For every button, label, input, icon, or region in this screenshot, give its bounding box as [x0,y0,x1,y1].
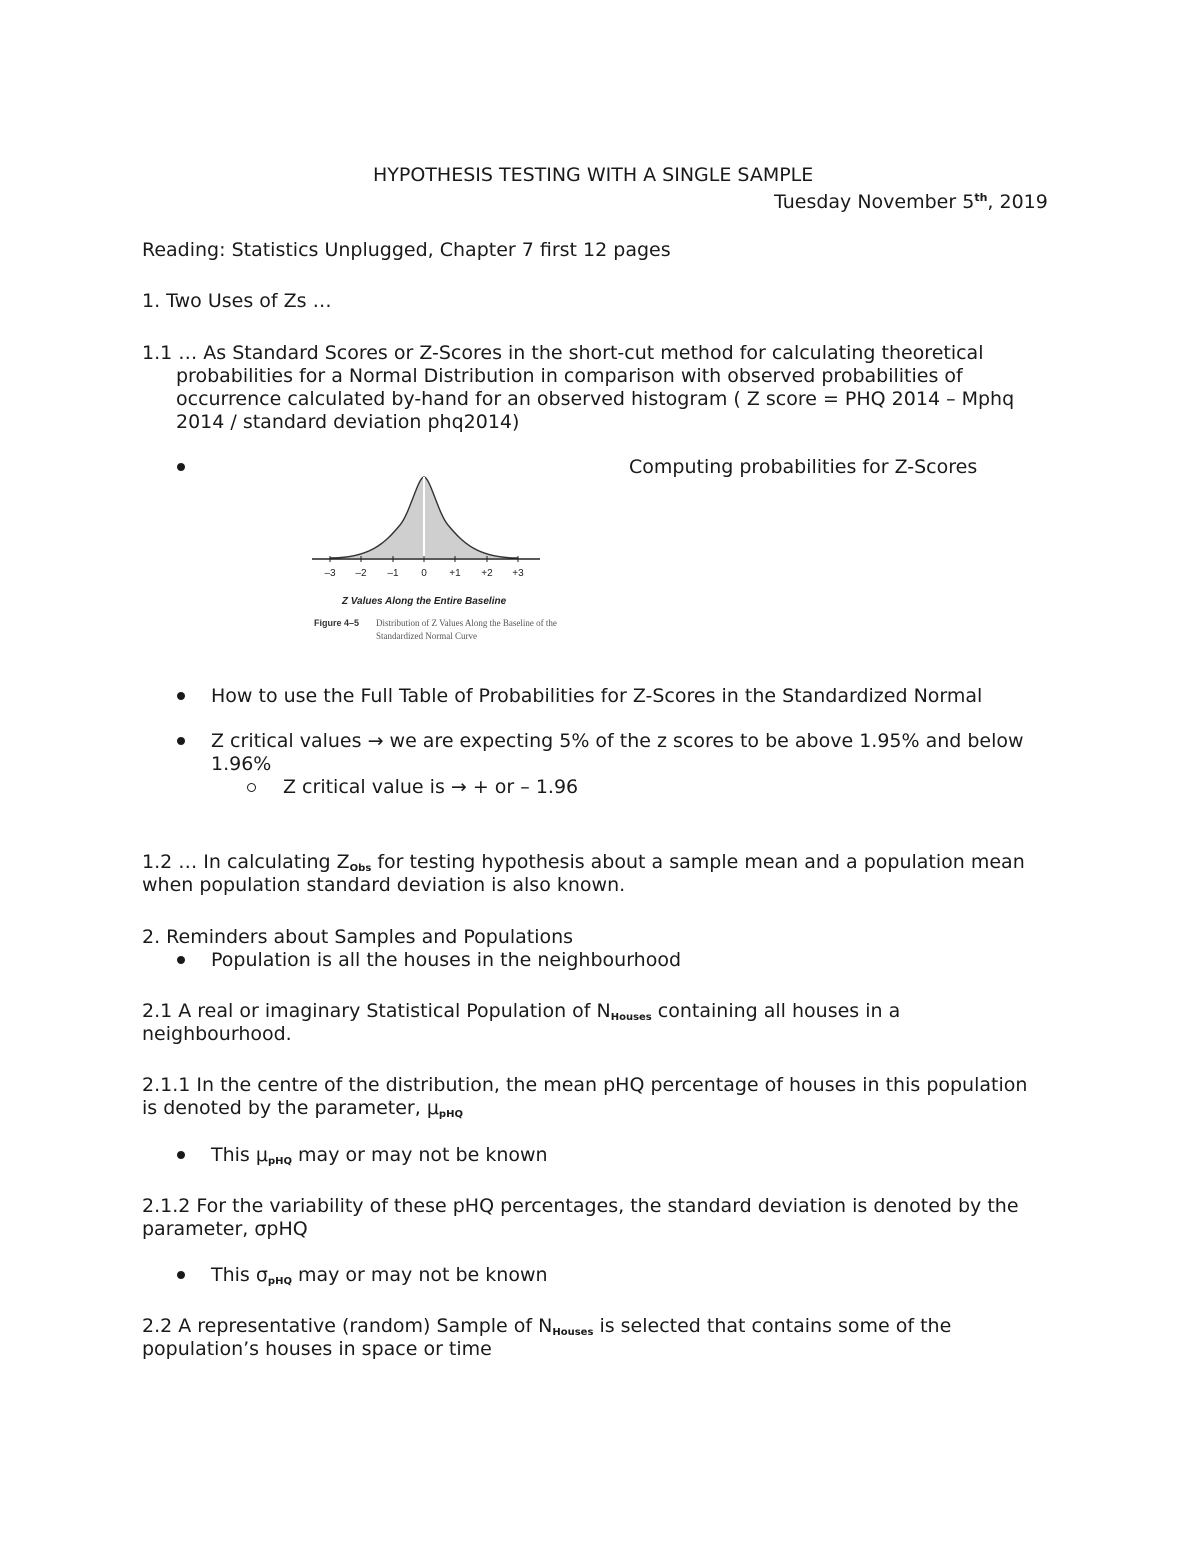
date-sup: th [974,191,988,204]
bullet-sigma-text-b: may or may not be known [291,1264,548,1286]
tick-label: –2 [355,568,367,579]
bullet-sigma [211,1264,548,1293]
bullet-dot [177,1151,185,1159]
section-2-1-2-line-1: 2.1.2 For the variability of these pHQ percentages, the standard deviation is denoted by the [142,1195,1019,1217]
section-1-2-line-2: when population standard deviation is also known. [142,874,626,896]
section-2-1-1-line-1: 2.1.1 In the centre of the distribution, the mean pHQ percentage of houses in this population [142,1074,1028,1096]
section-2-1-2-line-2: parameter, σpHQ [142,1218,308,1240]
section-2-2-text-a: 2.2 A representative (random) Sample of N [142,1315,553,1337]
section-2-1-1-text-a: is denoted by the parameter, μ [142,1097,439,1119]
reading-line: Reading: Statistics Unplugged, Chapter 7 first 12 pages [142,239,671,261]
section-2-heading: 2. Reminders about Samples and Populations [142,926,574,948]
section-1-1-line-3: occurrence calculated by-hand for an observed histogram ( Z score = PHQ 2014 – Mphq [176,388,1015,410]
section-2-1-text-b: containing all houses in a [651,1000,901,1022]
bullet-dot [177,1271,185,1279]
tick-label: +3 [512,568,524,579]
bullet-dot [177,737,185,745]
bullet-z-critical-line-1: Z critical values → we are expecting 5% of the z scores to be above 1.95% and below [211,730,1024,752]
bullet-sigma-text-a: This σ [211,1264,268,1286]
bullet-z-critical-line-2: 1.96% [211,753,272,775]
caption-line-1: Distribution of Z Values Along the Baseline of the [376,618,557,628]
section-1-2-text-a: 1.2 … In calculating Z [142,851,350,873]
z-obs-subscript: Obs [349,863,372,874]
sigma-subscript: pHQ [267,1276,292,1287]
date-year: , 2019 [987,191,1048,213]
section-1-1-line-2: probabilities for a Normal Distribution in comparison with observed probabilities of [176,365,963,387]
axis-title: Z Values Along the Entire Baseline [341,596,507,607]
section-2-1-1-line-2 [142,1097,463,1126]
mu-subscript: pHQ [438,1109,463,1120]
bullet-dot [177,956,185,964]
sub-bullet-dot [247,783,256,792]
bullet-dot [177,692,185,700]
normal-curve-figure [300,455,620,650]
tick-label: +1 [449,568,461,579]
bullet-full-table: How to use the Full Table of Probabilities for Z-Scores in the Standardized Normal [211,685,983,707]
sub-bullet-z-critical: Z critical value is → + or – 1.96 [283,776,579,798]
page-title: HYPOTHESIS TESTING WITH A SINGLE SAMPLE [373,164,814,186]
date-line [774,187,1048,213]
section-2-2-line-2: population’s houses in space or time [142,1338,492,1360]
section-2-1-line-2: neighbourhood. [142,1023,292,1045]
section-2-2-text-b: is selected that contains some of the [593,1315,952,1337]
tick-label: –1 [387,568,399,579]
bullet-mu [211,1144,548,1173]
caption-label: Figure 4–5 [314,618,360,628]
section-1-1-line-1: 1.1 … As Standard Scores or Z-Scores in the short-cut method for calculating theoretical [142,342,984,364]
bullet-dot [177,463,185,471]
tick-label: –3 [324,568,336,579]
section-1-2-text-b: for testing hypothesis about a sample mean and a population mean [371,851,1025,873]
n-houses-subscript: Houses [610,1012,652,1023]
n-houses-subscript: Houses [552,1327,594,1338]
section-1-heading: 1. Two Uses of Zs … [142,290,332,312]
mu-subscript: pHQ [267,1156,292,1167]
section-2-1-text-a: 2.1 A real or imaginary Statistical Population of N [142,1000,611,1022]
bullet-computing-probabilities: Computing probabilities for Z-Scores [629,456,978,478]
bullet-population: Population is all the houses in the neighbourhood [211,949,682,971]
bullet-mu-text-b: may or may not be known [292,1144,548,1166]
caption-line-2: Standardized Normal Curve [376,631,477,641]
tick-label: 0 [421,568,427,579]
tick-label: +2 [481,568,493,579]
section-1-1-line-4: 2014 / standard deviation phq2014) [176,411,520,433]
date-main: Tuesday November 5 [774,191,975,213]
bullet-mu-text-a: This μ [211,1144,268,1166]
